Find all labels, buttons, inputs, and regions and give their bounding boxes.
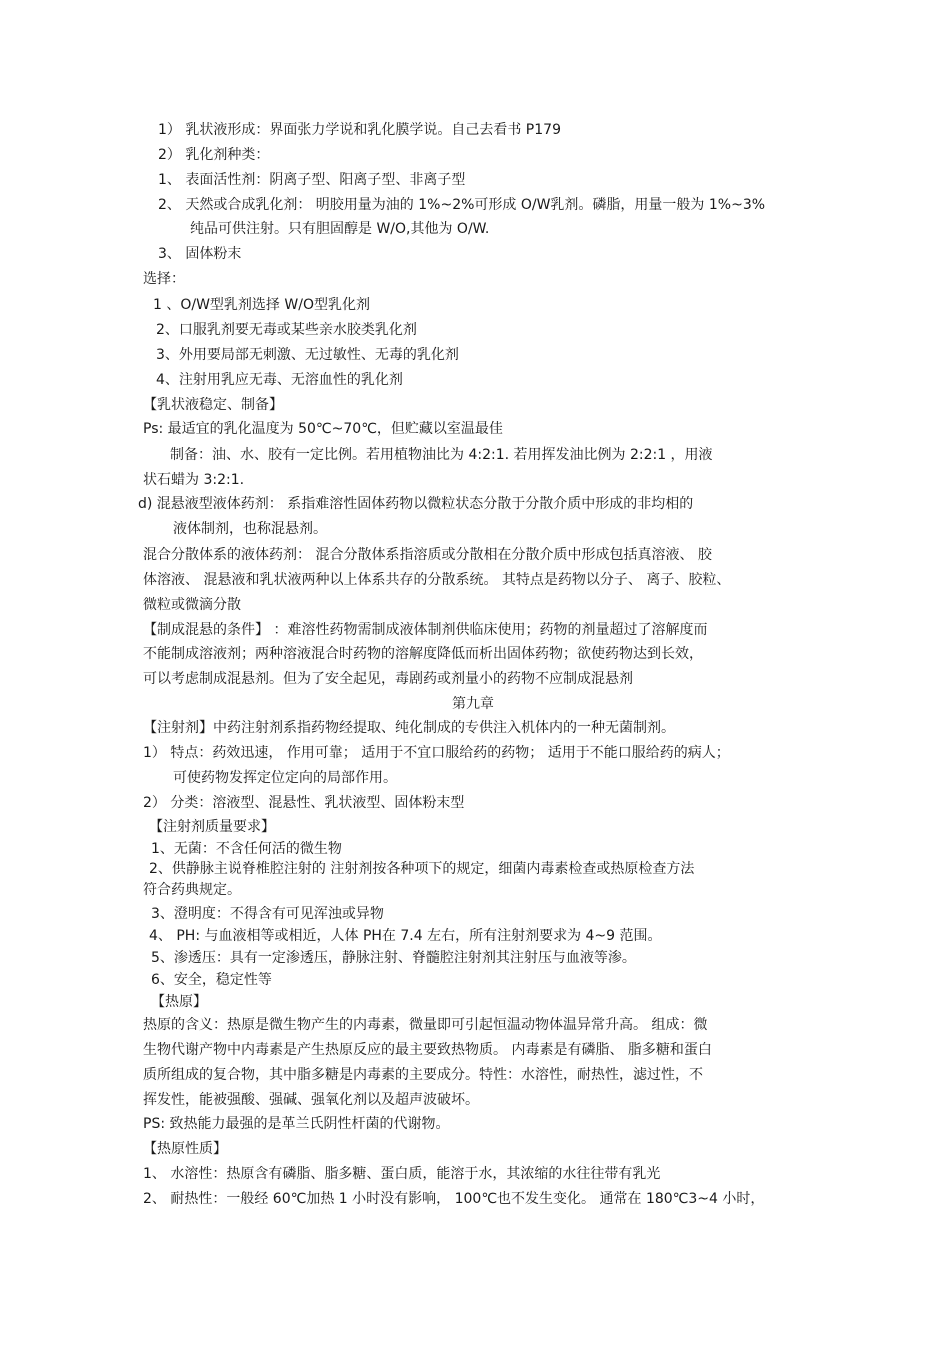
text-line: 微粒或微滴分散 — [143, 597, 241, 613]
text-line: 4、注射用乳应无毒、无溶血性的乳化剂 — [156, 372, 403, 388]
text-line: 1、无菌：不含任何活的微生物 — [151, 841, 342, 857]
text-line: 纯品可供注射。只有胆固醇是 W/O,其他为 O/W. — [190, 221, 490, 237]
text-line: 2、供静脉主说脊椎腔注射的 注射剂按各种项下的规定，细菌内毒素检查或热原检查方法 — [149, 861, 695, 877]
text-line: 可使药物发挥定位定向的局部作用。 — [173, 770, 397, 786]
text-line: 质所组成的复合物，其中脂多糖是内毒素的主要成分。特性：水溶性，耐热性，滤过性，不 — [143, 1067, 703, 1083]
text-line: 挥发性，能被强酸、强碱、强氧化剂以及超声波破坏。 — [143, 1092, 479, 1108]
section-heading: 【热原】 — [151, 994, 207, 1010]
text-line: 1、 表面活性剂：阴离子型、阳离子型、非离子型 — [158, 172, 466, 188]
text-line: 可以考虑制成混悬剂。但为了安全起见，毒剧药或剂量小的药物不应制成混悬剂 — [143, 671, 633, 687]
text-line: 【注射剂】中药注射剂系指药物经提取、纯化制成的专供注入机体内的一种无菌制剂。 — [143, 720, 675, 736]
text-line: 状石蜡为 3:2:1. — [143, 472, 245, 488]
section-heading: 【乳状液稳定、制备】 — [143, 397, 283, 413]
text-line: 6、安全，稳定性等 — [151, 972, 272, 988]
chapter-title: 第九章 — [452, 696, 494, 712]
text-line: 3、外用要局部无刺激、无过敏性、无毒的乳化剂 — [156, 347, 459, 363]
text-line: 1） 特点：药效迅速， 作用可靠； 适用于不宜口服给药的药物； 适用于不能口服给药的病人； — [143, 745, 730, 761]
text-line: 2、口服乳剂要无毒或某些亲水胶类乳化剂 — [156, 322, 417, 338]
text-line: 2） 分类：溶液型、混悬性、乳状液型、固体粉末型 — [143, 795, 465, 811]
text-line: 选择： — [143, 271, 185, 287]
text-line: 不能制成溶液剂；两种溶液混合时药物的溶解度降低而析出固体药物；欲使药物达到长效， — [143, 646, 703, 662]
text-line: 体溶液、 混悬液和乳状液两种以上体系共存的分散系统。 其特点是药物以分子、 离子、胶粒、 — [143, 572, 731, 588]
text-line: 生物代谢产物中内毒素是产生热原反应的最主要致热物质。 内毒素是有磷脂、 脂多糖和蛋白 — [143, 1042, 712, 1058]
text-line: PS: 致热能力最强的是革兰氏阴性杆菌的代谢物。 — [143, 1116, 450, 1132]
text-line: 【制成混悬的条件】 ：难溶性药物需制成液体制剂供临床使用；药物的剂量超过了溶解度而 — [143, 622, 708, 638]
text-line: 4、 PH: 与血液相等或相近，人体 PH在 7.4 左右，所有注射剂要求为 4~9 范围。 — [149, 928, 662, 944]
section-heading: 【注射剂质量要求】 — [149, 819, 275, 835]
text-line: 1 、O/W型乳剂选择 W/O型乳化剂 — [153, 297, 370, 313]
text-line: 3、澄明度：不得含有可见浑浊或异物 — [151, 906, 384, 922]
text-line: 液体制剂，也称混悬剂。 — [173, 521, 327, 537]
text-line: Ps: 最适宜的乳化温度为 50℃~70℃，但贮藏以室温最佳 — [143, 421, 503, 437]
text-line: 2） 乳化剂种类： — [158, 147, 270, 163]
text-line: 2、 天然或合成乳化剂： 明胶用量为油的 1%~2%可形成 O/W乳剂。磷脂，用量一般为 1%~3% — [158, 197, 766, 213]
text-line: 1） 乳状液形成：界面张力学说和乳化膜学说。自己去看书 P179 — [158, 122, 561, 138]
text-line: 3、 固体粉末 — [158, 246, 242, 262]
text-line: d) 混悬液型液体药剂： 系指难溶性固体药物以微粒状态分散于分散介质中形成的非均相的 — [138, 496, 694, 512]
section-heading: 【热原性质】 — [143, 1141, 227, 1157]
text-line: 混合分散体系的液体药剂： 混合分散体系指溶质或分散相在分散介质中形成包括真溶液、 胶 — [143, 547, 712, 563]
text-line: 1、 水溶性：热原含有磷脂、脂多糖、蛋白质，能溶于水，其浓缩的水往往带有乳光 — [143, 1166, 661, 1182]
text-line: 2、 耐热性：一般经 60℃加热 1 小时没有影响， 100℃也不发生变化。 通常在 180℃3~4 小时， — [143, 1191, 765, 1207]
text-line: 5、渗透压：具有一定渗透压，静脉注射、脊髓腔注射剂其注射压与血液等渗。 — [151, 950, 636, 966]
text-line: 符合药典规定。 — [143, 882, 241, 898]
text-line: 热原的含义：热原是微生物产生的内毒素，微量即可引起恒温动物体温异常升高。 组成：微 — [143, 1017, 708, 1033]
text-line: 制备：油、水、胶有一定比例。若用植物油比为 4:2:1. 若用挥发油比例为 2:2:1 ，用液 — [170, 447, 713, 463]
